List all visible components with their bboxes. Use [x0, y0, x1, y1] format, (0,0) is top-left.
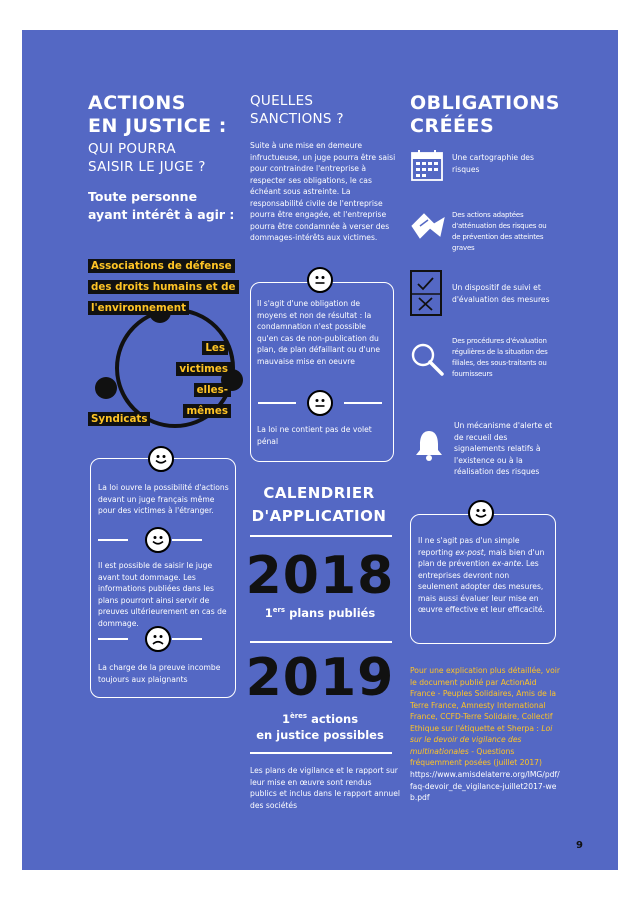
sanctions-intro: Suite à une mise en demeure infructueuse, un juge pourra être saisi pour contraindre l'entreprise à respecter ses obligations, le cas échéant sous astreinte. La responsabilité civile de l'entreprise pourra être engagée, et l'entreprise pourra être condamnée à verser des dommages-intérêts aux victimes.: [250, 141, 396, 242]
divider: [98, 638, 128, 640]
label-unions: [88, 407, 150, 428]
reference-text: Pour une explication plus détaillée,: [410, 666, 544, 675]
sad-face-icon: [145, 626, 171, 652]
obligation-item-text: Des procédures d'évaluation régulières de la situation des filiales, des sous-traitants ou fournisseurs: [452, 337, 548, 378]
happy-face-icon: [148, 446, 174, 472]
note-text: , mais bien d'un plan de prévention: [418, 547, 545, 568]
year2-caption: [234, 708, 406, 743]
reference-text: voir le document publié par ActionAid France - Peuples Solidaires, Amis de la Terre France, Amnesty International France, CCFD-Terre Solidaire, Collectif Ethique sur l'étiquette et Sherpa :: [410, 666, 560, 733]
intro-line: ayant intérêt à agir :: [88, 207, 235, 222]
year-2018: 2018: [245, 546, 395, 606]
diagram-node: [95, 377, 117, 399]
neutral-face-icon: [307, 390, 333, 416]
divider: [172, 539, 202, 541]
title-line: CALENDRIER: [263, 484, 375, 502]
sanctions-title: [250, 92, 344, 128]
title-line: EN JUSTICE :: [88, 115, 227, 137]
year-2019: 2019: [245, 648, 395, 708]
magnifier-icon: [410, 342, 446, 378]
title-line: ACTIONS: [88, 92, 186, 114]
victims-line: elles-mêmes: [183, 383, 231, 418]
happy-face-icon: [468, 500, 494, 526]
unions-line: Syndicats: [88, 412, 150, 426]
publication-note: Les plans de vigilance et le rapport sur leur mise en œuvre sont rendus publics et inclus dans le rapport annuel des sociétés: [250, 766, 400, 810]
neutral-face-icon: [307, 267, 333, 293]
prevention-note: [418, 535, 548, 616]
caption-text: en justice possibles: [256, 727, 384, 742]
title-line: CRÉÉES: [410, 115, 495, 137]
intro-line: Toute personne: [88, 189, 198, 204]
obligation-item-text: Une cartographie des risques: [452, 153, 534, 174]
actions-title: [88, 92, 227, 138]
note-emphasis: ex-ante: [492, 559, 522, 568]
divider: [344, 402, 382, 404]
reference-title: Loi sur le devoir de vigilance des multinationales: [410, 723, 553, 756]
box-text-burden-of-proof: La charge de la preuve incombe toujours aux plaignants: [98, 663, 221, 684]
actions-subtitle: [88, 140, 206, 176]
divider: [258, 402, 296, 404]
box-text-before-damage: Il est possible de saisir le juge avant tout dommage. Les informations publiées dans les plans pourront ainsi servir de preuves ultérieurement en cas de dommage.: [98, 561, 227, 628]
caption-text: plans publiés: [289, 606, 376, 620]
reference-note: [410, 665, 560, 769]
obligation-item-text: Un dispositif de suivi et d'évaluation des mesures: [452, 283, 550, 304]
ordinal-suffix: ers: [272, 606, 286, 615]
divider: [250, 535, 392, 537]
calendar-icon: [410, 148, 444, 182]
assoc-line: Associations de défense: [88, 259, 235, 273]
box-text-international: La loi ouvre la possibilité d'actions devant un juge français même pour des victimes à l'étranger.: [98, 483, 229, 515]
box-text-no-criminal: La loi ne contient pas de volet pénal: [257, 425, 372, 446]
divider: [172, 638, 202, 640]
label-associations: [88, 254, 268, 317]
page-panel: [22, 30, 618, 870]
reference-text: - Questions fréquemment posées (juillet 2017): [410, 746, 542, 767]
subtitle-line: QUI POURRA: [88, 141, 176, 157]
title-line: QUELLES: [250, 93, 314, 109]
assoc-line: l'environnement: [88, 301, 189, 315]
title-line: SANCTIONS ?: [250, 111, 344, 127]
ordinal-number: 1: [281, 711, 290, 726]
victims-line: Les victimes: [176, 341, 231, 376]
title-line: OBLIGATIONS: [410, 92, 560, 114]
box-text-obligation: Il s'agit d'une obligation de moyens et non de résultat : la condamnation n'est possible qu'en cas de non-publication du plan, de plan défaillant ou d'une mauvaise mise en oeuvre: [257, 299, 381, 366]
reference-link[interactable]: https://www.amisdelaterre.org/IMG/pdf/faq-devoir_de_vigilance-juillet2017-web.pdf: [410, 770, 560, 802]
note-emphasis: ex-post: [455, 547, 484, 557]
ordinal-suffix: ères: [289, 712, 308, 720]
obligation-item-text: Des actions adaptées d'atténuation des risques ou de prévention des atteintes graves: [452, 211, 547, 252]
bell-icon: [412, 428, 446, 462]
title-line: D'APPLICATION: [251, 507, 387, 525]
obligation-item-text: Un mécanisme d'alerte et de recueil des signalements relatifs à l'existence ou à la réalisation des risques: [454, 421, 553, 476]
caption-text: actions: [311, 711, 359, 726]
ordinal-number: 1: [264, 606, 273, 620]
intro-text: [88, 188, 234, 224]
label-victims: [156, 336, 231, 420]
divider: [250, 641, 392, 643]
divider: [98, 539, 128, 541]
page-number: 9: [576, 840, 583, 851]
year1-caption: [234, 606, 406, 620]
map-icon: [410, 208, 446, 240]
note-text: Il ne s'agit pas d'un simple reporting: [418, 536, 520, 557]
happy-face-icon: [145, 527, 171, 553]
note-text: . Les entreprises devront non seulement adopter des mesures, mais aussi évaluer leur mise en œuvre effective et leur efficacité.: [418, 559, 545, 614]
obligations-title: [410, 92, 560, 138]
calendar-title: [234, 482, 404, 528]
divider: [250, 752, 392, 754]
assoc-line: des droits humains et de: [88, 280, 239, 294]
subtitle-line: SAISIR LE JUGE ?: [88, 159, 206, 175]
checklist-icon: [410, 270, 442, 316]
